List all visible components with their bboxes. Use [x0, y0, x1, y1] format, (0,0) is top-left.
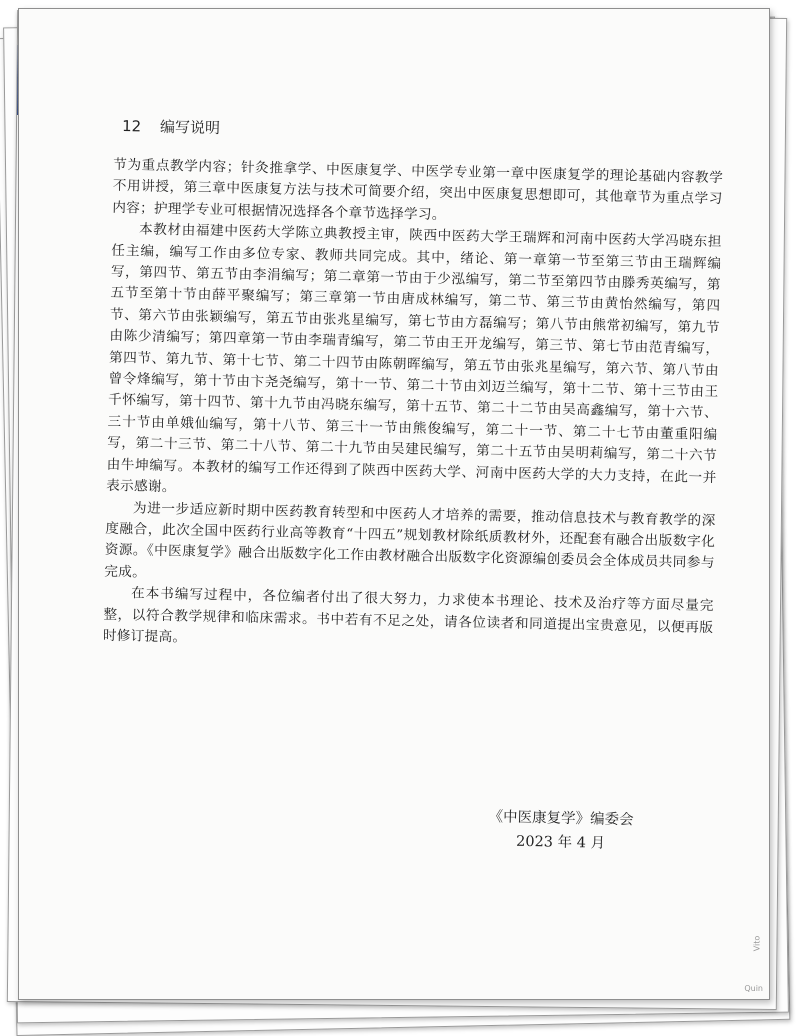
body-text	[103, 155, 724, 661]
editorial-committee: 《中医康复学》编委会	[488, 809, 634, 829]
page-content	[18, 8, 770, 1000]
page-number: 12	[121, 116, 142, 136]
signature-date: 2023 年 4 月	[515, 833, 606, 852]
edge-mark-corner: Quin	[744, 984, 763, 993]
paragraph-authors: 本教材由福建中医药大学陈立典教授主审，陕西中医药大学王瑞辉和河南中医药大学冯晓东担任主编，编写工作由多位专家、教师共同完成。其中，绪论、第一章第一节至第三节由王瑞辉编写，第四节、第五节由李涓编写；第二章第一节由于少泓编写，第二节至第四节由滕秀英编写，第五节至第十节由薛平聚编写；第三章第一节由唐成林编写，第二节、第三节由黄怡然编写，第四节、第六节由张颖编写，第五节由张兆星编写，第七节由方磊编写；第八节由熊常初编写，第九节由陈少清编写；第四章第一节由李瑞青编写，第二节由王开龙编写，第三节、第七节由范青编写，第四节、第九节、第十七节、第二十四节由陈朝晖编写，第五节由张兆星编写，第六节、第八节由曾令烽编写，第十节由卞尧尧编写，第十一节、第二十节由刘迈兰编写，第十二节、第十三节由王千怀编写，第十四节、第十九节由冯晓东编写，第十五节、第二十二节由吴高鑫编写，第十六节、三十节由单娥仙编写，第十八节、第三十一节由熊俊编写，第二十一节、第二十七节由董重阳编写，第二十三节、第二十八节、第二十九节由吴建民编写，第二十五节由吴明莉编写，第二十六节由牛坤编写。本教材的编写工作还得到了陕西中医药大学、河南中医药大学的大力支持，在此一并表示感谢。	[106, 221, 722, 496]
edge-mark-right: Vito	[752, 935, 762, 952]
page-header	[122, 115, 220, 138]
paragraph-digital: 为进一步适应新时期中医药教育转型和中医药人才培养的需要，推动信息技术与教育教学的深度融合，此次全国中医药行业高等教育“十四五”规划教材除纸质教材外，还配套有融合出版数字化资源。《中医康复学》融合出版数字化工作由教材融合出版数字化资源编创委员会全体成员共同参与完成。	[104, 499, 716, 581]
bleed-through-text	[73, 722, 723, 758]
document-page	[18, 8, 770, 1000]
section-title: 编写说明	[159, 117, 221, 138]
signature-block	[450, 804, 671, 857]
paragraph-closing: 在本书编写过程中，各位编者付出了很大努力，力求使本书理论、技术及治疗等方面尽量完整，以符合教学规律和临床需求。书中若有不足之处，请各位读者和同道提出宝贵意见，以便再版时修订提高。	[102, 585, 714, 646]
paragraph-continued: 节为重点教学内容；针灸推拿学、中医康复学、中医学专业第一章中医康复学的理论基础内容教学不用讲授，第三章中医康复方法与技术可简要介绍，突出中医康复思想即可，其他章节为重点学习内容；护理学专业可根据情况选择各个章节选择学习。	[112, 156, 724, 223]
